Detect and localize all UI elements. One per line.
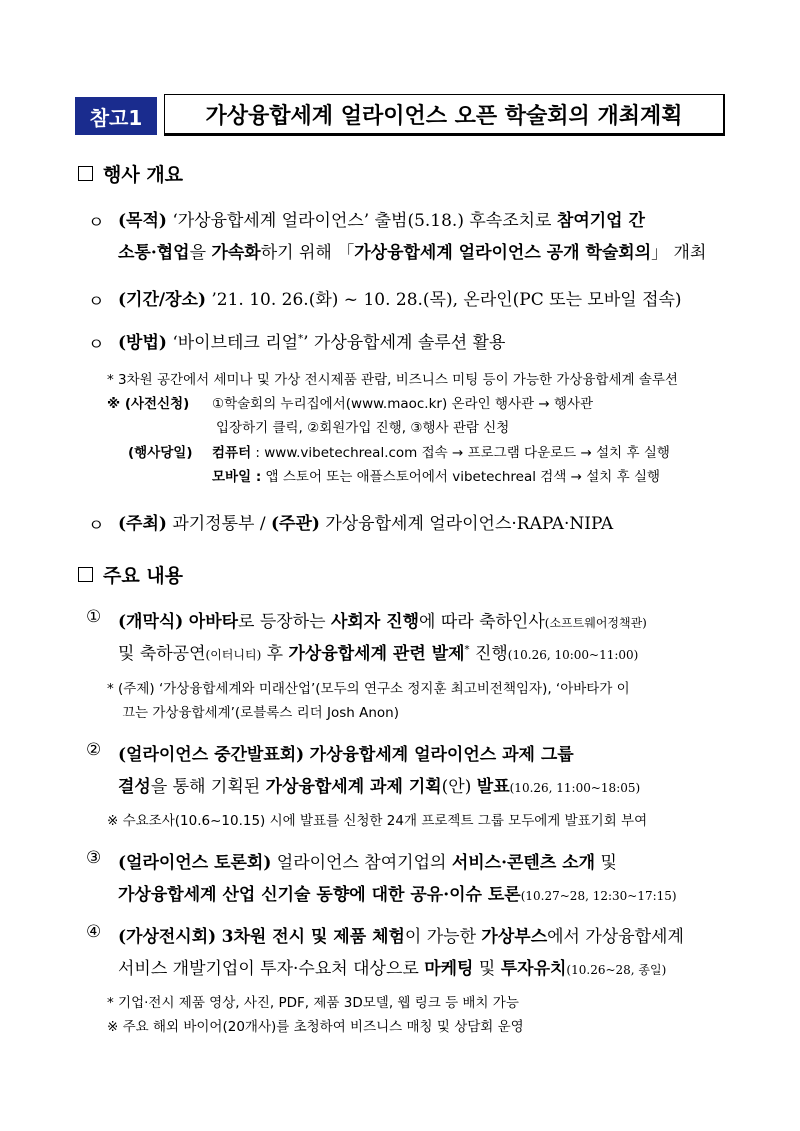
item1-note-2: 끄는 가상융합세계’(로블록스 리더 Josh Anon): [122, 705, 400, 721]
checkbox-square-icon: [78, 166, 93, 181]
item-number: ③: [86, 848, 102, 868]
item4-note-2: ※ 주요 해외 바이어(20개사)를 초청하여 비즈니스 매칭 및 상담회 운영: [107, 1019, 524, 1035]
item1-line-2: 및 축하공연(이터니티) 후 가상융합세계 관련 발제* 진행(10.26, 10:00~11:00): [118, 644, 639, 664]
bullet-icon: ㅇ: [88, 335, 105, 355]
purpose-line-1: (목적) ‘가상융합세계 얼라이언스’ 출범(5.18.) 후속조치로 참여기업 간: [118, 211, 645, 231]
section-heading-overview: 행사 개요: [78, 160, 183, 187]
item1-note-1: * (주제) ‘가상융합세계와 미래산업’(모두의 연구소 정지훈 최고비전책임자), ‘아바타가 이: [107, 681, 630, 697]
bullet-icon: ㅇ: [88, 292, 105, 312]
event-day-mobile: 모바일 : 앱 스토어 또는 애플스토어에서 vibetechreal 검색 → 설치 후 실행: [212, 469, 661, 485]
item2-note: ※ 수요조사(10.6~10.15) 시에 발표를 신청한 24개 프로젝트 그룹 모두에게 발표기회 부여: [107, 813, 648, 829]
item-number: ①: [86, 607, 102, 627]
item2-line-2: 결성을 통해 기획된 가상융합세계 과제 기획(안) 발표(10.26, 11:00~18:05): [118, 777, 641, 797]
item1-line-1: (개막식) 아바타로 등장하는 사회자 진행에 따라 축하인사(소프트웨어정책관): [118, 612, 647, 632]
item-number: ②: [86, 740, 102, 760]
page-title: 가상융합세계 얼라이언스 오픈 학술회의 개최계획: [164, 94, 725, 136]
item3-line-2: 가상융합세계 산업 신기술 동향에 대한 공유·이슈 토론(10.27~28, 12:30~17:15): [118, 885, 677, 905]
item4-note-1: * 기업·전시 제품 영상, 사진, PDF, 제품 3D모델, 웹 링크 등 배치 가능: [107, 995, 519, 1011]
item3-line-1: (얼라이언스 토론회) 얼라이언스 참여기업의 서비스·콘텐츠 소개 및: [118, 853, 617, 873]
item4-line-2: 서비스 개발기업이 투자·수요처 대상으로 마케팅 및 투자유치(10.26~28, 종일): [118, 959, 667, 979]
period-line: (기간/장소) ’21. 10. 26.(화) ~ 10. 28.(목), 온라인(PC 또는 모바일 접속): [118, 290, 682, 310]
item4-line-1: (가상전시회) 3차원 전시 및 제품 체험이 가능한 가상부스에서 가상융합세계: [118, 927, 684, 947]
section-heading-main-content: 주요 내용: [78, 561, 183, 588]
bullet-icon: ㅇ: [88, 213, 105, 233]
item-number: ④: [86, 922, 102, 942]
pre-registration-label: ※ (사전신청): [107, 396, 190, 412]
method-line: (방법) ‘바이브테크 리얼*’ 가상융합세계 솔루션 활용: [118, 333, 506, 353]
method-note: * 3차원 공간에서 세미나 및 가상 전시제품 관람, 비즈니스 미팅 등이 가능한 가상융합세계 솔루션: [107, 372, 678, 388]
event-day-label: (행사당일): [128, 445, 193, 461]
checkbox-square-icon: [78, 567, 93, 582]
host-line: (주최) 과기정통부 / (주관) 가상융합세계 얼라이언스·RAPA·NIPA: [118, 514, 614, 534]
event-day-pc: 컴퓨터 : www.vibetechreal.com 접속 → 프로그램 다운로드 → 설치 후 실행: [212, 445, 670, 461]
pre-registration-line-2: 입장하기 클릭, ②회원가입 진행, ③행사 관람 신청: [216, 420, 510, 436]
reference-badge: 참고1: [75, 97, 157, 135]
item2-line-1: (얼라이언스 중간발표회) 가상융합세계 얼라이언스 과제 그룹: [118, 745, 574, 765]
bullet-icon: ㅇ: [88, 516, 105, 536]
purpose-line-2: 소통·협업을 가속화하기 위해 「가상융합세계 얼라이언스 공개 학술회의」 개최: [118, 243, 707, 263]
pre-registration-line-1: ①학술회의 누리집에서(www.maoc.kr) 온라인 행사관 → 행사관: [212, 396, 594, 412]
